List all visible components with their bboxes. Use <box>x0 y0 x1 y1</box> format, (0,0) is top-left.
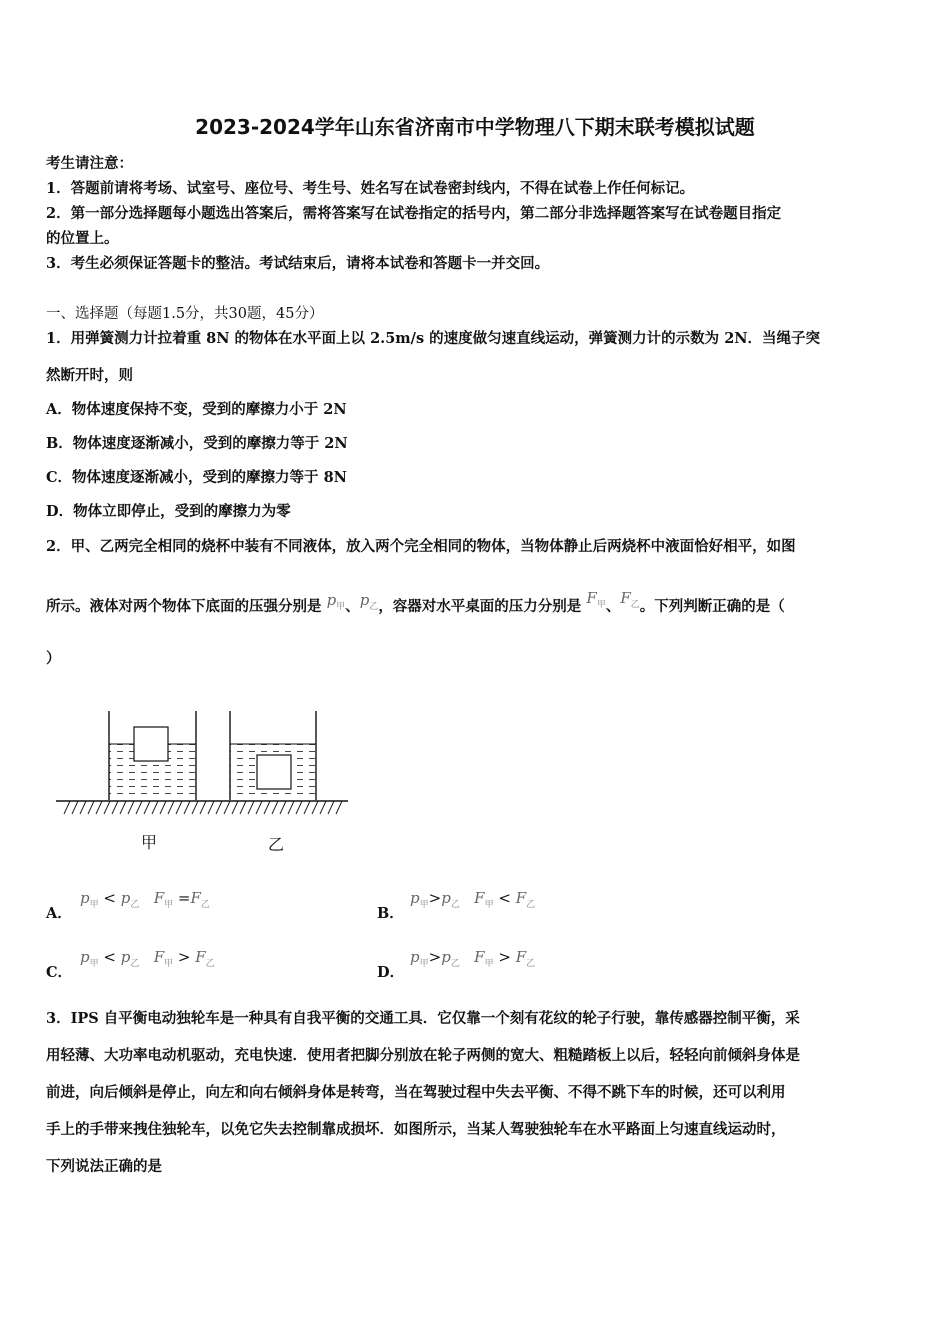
table-surface <box>56 801 348 814</box>
notice-item-1: 1．答题前请将考场、试室号、座位号、考生号、姓名写在试卷密封线内，不得在试卷上作任何标记。 <box>46 180 695 197</box>
q1-stem-line-1: 1．用弹簧测力计拉着重 8N 的物体在水平面上以 2.5m/s 的速度做匀速直线运动，弹簧测力计的示数为 2N．当绳子突 <box>46 330 821 347</box>
q1-option-c: C．物体速度逐渐减小，受到的摩擦力等于 8N <box>46 469 347 486</box>
symbol-f-jia: $F_甲$ <box>586 589 606 610</box>
q2-option-a-formula: $p_甲 < p_乙$ $F_甲 =F_乙$ <box>80 889 210 910</box>
object-block-yi <box>257 755 291 789</box>
notice-item-3: 3．考生必须保证答题卡的整洁。考试结束后，请将本试卷和答题卡一并交回。 <box>46 255 550 272</box>
q1-option-d: D．物体立即停止，受到的摩擦力为零 <box>46 503 291 520</box>
notice-heading: 考生请注意： <box>46 155 133 172</box>
figure-label-jia: 甲 <box>141 833 158 852</box>
q2-stem-part-3: 。下列判断正确的是（ <box>639 598 785 615</box>
beaker-yi <box>230 711 316 800</box>
q2-stem-line-3: ） <box>46 650 61 667</box>
q2-option-b-formula: $p_甲>p_乙$ $F_甲 < F_乙$ <box>410 889 536 910</box>
q1-stem-line-2: 然断开时，则 <box>46 367 133 384</box>
q3-line-2: 用轻薄、大功率电动机驱动，充电快速．使用者把脚分别放在轮子两侧的宽大、粗糙踏板上以后，轻轻向前倾斜身体是 <box>46 1047 800 1064</box>
q2-option-c-formula: $p_甲 < p_乙$ $F_甲 > F_乙$ <box>80 948 215 969</box>
q2-stem-part-2: ，容器对水平桌面的压力分别是 <box>378 598 582 615</box>
symbol-f-yi: $F_乙$ <box>620 589 640 610</box>
page-title: 2023-2024学年山东省济南市中学物理八下期末联考模拟试题 <box>195 115 755 139</box>
q2-option-b-letter: B． <box>377 905 404 922</box>
separator: 、 <box>605 598 621 615</box>
symbol-p-jia: $p_甲$ <box>326 591 346 612</box>
section-heading: 一、选择题（每题1.5分，共30题，45分） <box>46 306 324 322</box>
notice-item-2-line-1: 2．第一部分选择题每小题选出答案后，需将答案写在试卷指定的括号内，第二部分非选择题答案写在试卷题目指定 <box>46 205 782 222</box>
q2-option-d-letter: D． <box>377 964 405 981</box>
beaker-jia <box>109 711 196 800</box>
q3-line-5: 下列说法正确的是 <box>46 1158 162 1175</box>
q2-stem-line-1: 2．甲、乙两完全相同的烧杯中装有不同液体，放入两个完全相同的物体，当物体静止后两烧杯中液面恰好相平，如图 <box>46 538 796 555</box>
q2-option-c-letter: C． <box>46 964 73 981</box>
symbol-p-yi: $p_乙$ <box>359 591 379 612</box>
q3-line-4: 手上的手带来拽住独轮车，以免它失去控制靠成损坏．如图所示，当某人驾驶独轮车在水平路面上匀速直线运动时， <box>46 1121 786 1138</box>
separator: 、 <box>345 598 360 615</box>
figure-label-yi: 乙 <box>268 835 285 854</box>
notice-item-2-line-2: 的位置上。 <box>46 230 119 247</box>
q2-stem-line-2 <box>46 589 785 618</box>
q1-option-b: B．物体速度逐渐减小，受到的摩擦力等于 2N <box>46 435 348 452</box>
q2-option-d-formula: $p_甲>p_乙$ $F_甲 > F_乙$ <box>410 948 536 969</box>
q1-option-a: A．物体速度保持不变，受到的摩擦力小于 2N <box>46 401 347 418</box>
beaker-figure <box>56 706 356 866</box>
q3-line-1: 3．IPS 自平衡电动独轮车是一种具有自我平衡的交通工具．它仅靠一个刻有花纹的轮子行驶，靠传感器控制平衡，采 <box>46 1010 800 1027</box>
q2-option-a-letter: A． <box>46 905 72 922</box>
object-block-jia <box>134 727 168 761</box>
q3-line-3: 前进，向后倾斜是停止，向左和向右倾斜身体是转弯，当在驾驶过程中失去平衡、不得不跳下车的时候，还可以利用 <box>46 1084 786 1101</box>
q2-stem-part-1: 所示。液体对两个物体下底面的压强分别是 <box>46 598 322 615</box>
